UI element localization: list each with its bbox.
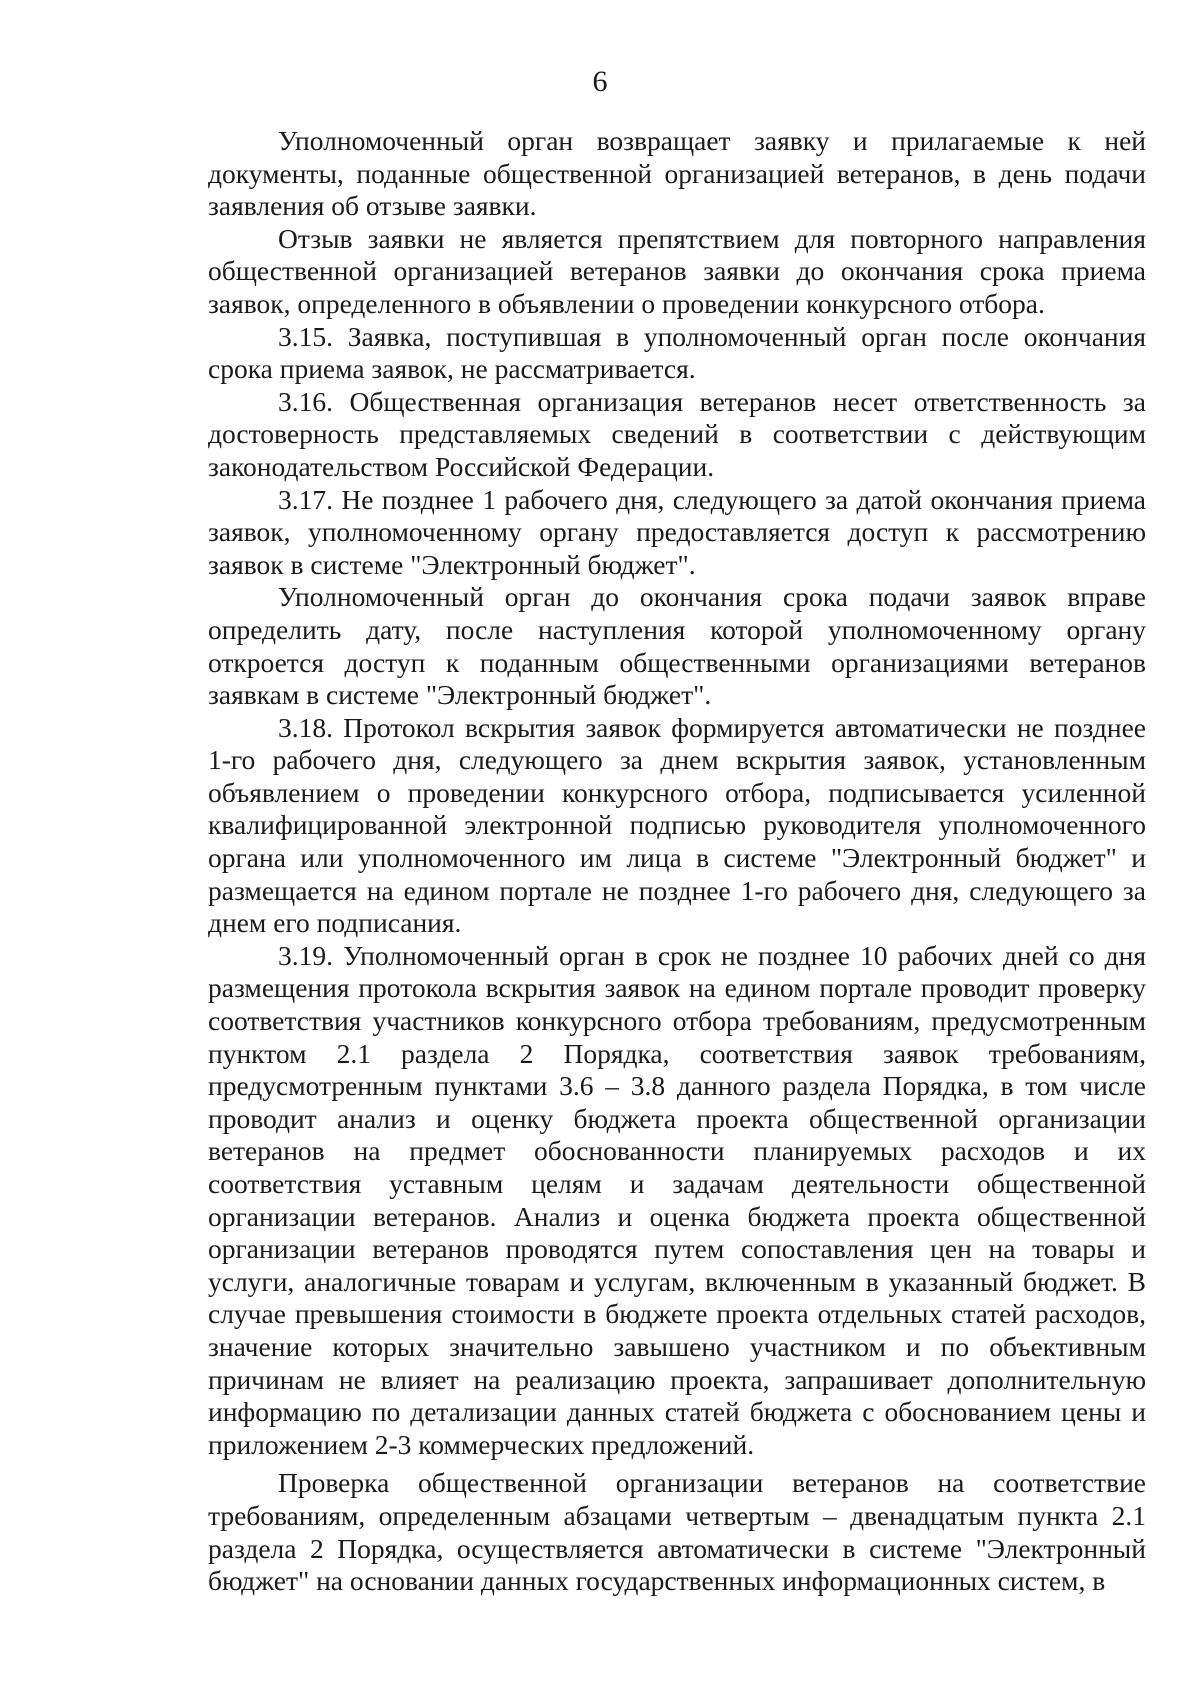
paragraph-3-18: 3.18. Протокол вскрытия заявок формируется автоматически не позднее 1-го рабочего дня, следующего за днем вскрытия заявок, установленным объявлением о проведении конкурсного отбора, подписывается усиленной квалифицированной электронной подписью руководителя уполномоченного органа или уполномоченного им лица в системе "Электронный бюджет" и размещается на едином портале не позднее 1-го рабочего дня, следующего за днем его подписания. [208, 711, 1146, 939]
paragraph-3-19: 3.19. Уполномоченный орган в срок не позднее 10 рабочих дней со дня размещения протокола вскрытия заявок на едином портале проводит проверку соответствия участников конкурсного отбора требованиям, предусмотренным пунктом 2.1 раздела 2 Порядка, соответствия заявок требованиям, предусмотренным пунктами 3.6 – 3.8 данного раздела Порядка, в том числе проводит анализ и оценку бюджета проекта общественной организации ветеранов на предмет обоснованности планируемых расходов и их соответствия уставным целям и задачам деятельности общественной организации ветеранов. Анализ и оценка бюджета проекта общественной организации ветеранов проводятся путем сопоставления цен на товары и услуги, аналогичные товарам и услугам, включенным в указанный бюджет. В случае превышения стоимости в бюджете проекта отдельных статей расходов, значение которых значительно завышено участником и по объективным причинам не влияет на реализацию проекта, запрашивает дополнительную информацию по детализации данных статей бюджета с обоснованием цены и приложением 2-3 коммерческих предложений. [208, 939, 1146, 1460]
paragraph-automatic-check: Проверка общественной организации ветеранов на соответствие требованиям, определенным абзацами четвертым – двенадцатым пункта 2.1 раздела 2 Порядка, осуществляется автоматически в системе "Электронный бюджет" на основании данных государственных информационных систем, в [208, 1467, 1146, 1597]
paragraph-3-16: 3.16. Общественная организация ветеранов несет ответственность за достоверность представляемых сведений в соответствии с действующим законодательством Российской Федерации. [208, 385, 1146, 482]
paragraph-access-date: Уполномоченный орган до окончания срока подачи заявок вправе определить дату, после наступления которой уполномоченному органу откроется доступ к поданным общественными организациями ветеранов заявкам в системе "Электронный бюджет". [208, 581, 1146, 711]
paragraph-withdrawal-resubmission: Отзыв заявки не является препятствием для повторного направления общественной организацией ветеранов заявки до окончания срока приема заявок, определенного в объявлении о проведении конкурсного отбора. [208, 222, 1146, 319]
document-body [208, 125, 1146, 1598]
paragraph-3-15: 3.15. Заявка, поступившая в уполномоченный орган после окончания срока приема заявок, не рассматривается. [208, 320, 1146, 385]
page-number: 6 [592, 65, 608, 98]
paragraph-withdrawal-return: Уполномоченный орган возвращает заявку и прилагаемые к ней документы, поданные общественной организацией ветеранов, в день подачи заявления об отзыве заявки. [208, 125, 1146, 222]
paragraph-3-17: 3.17. Не позднее 1 рабочего дня, следующего за датой окончания приема заявок, уполномоченному органу предоставляется доступ к рассмотрению заявок в системе "Электронный бюджет". [208, 483, 1146, 580]
